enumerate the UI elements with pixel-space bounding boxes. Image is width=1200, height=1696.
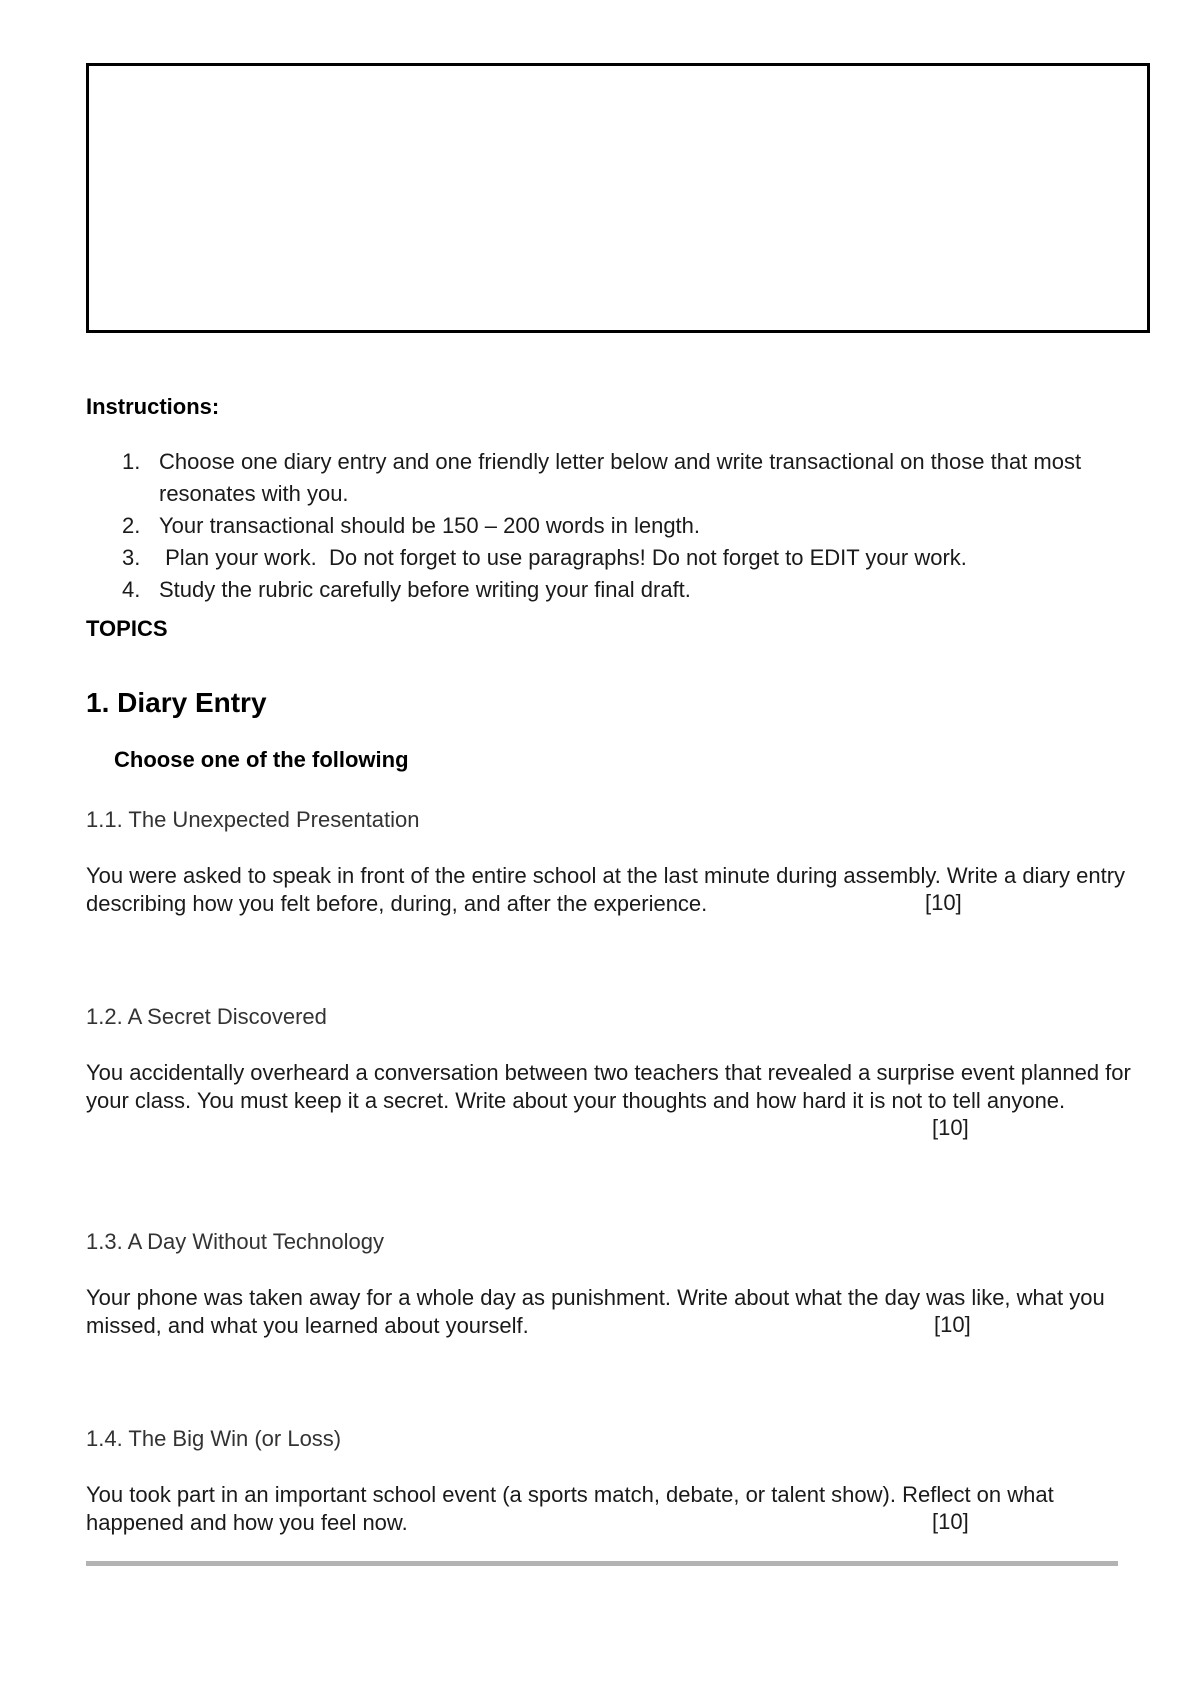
topic-title: 1.1. The Unexpected Presentation <box>86 807 420 832</box>
marks-label: [10] <box>932 1115 969 1140</box>
list-item <box>86 542 1136 574</box>
list-item-number: 4. <box>122 577 141 602</box>
list-item-text: Your transactional should be 150 – 200 words in length. <box>159 513 701 538</box>
topic-body: Your phone was taken away for a whole day as punishment. Write about what the day was like, what you missed, and what you learned about yourself. <box>86 1285 1105 1338</box>
header-box <box>86 63 1150 333</box>
topic-title: 1.2. A Secret Discovered <box>86 1004 327 1029</box>
marks-label: [10] <box>932 1509 969 1534</box>
instructions-label: Instructions: <box>86 394 220 419</box>
instructions-list <box>86 446 1136 606</box>
topic-body: You took part in an important school event (a sports match, debate, or talent show). Reflect on what happened and how you feel now. <box>86 1482 1054 1535</box>
topics-label: TOPICS <box>86 616 168 641</box>
section-heading: 1. Diary Entry <box>86 687 267 718</box>
list-item <box>86 446 1136 510</box>
marks-label: [10] <box>934 1312 971 1337</box>
topic-body: You accidentally overheard a conversation between two teachers that revealed a surprise event planned for your class. You must keep it a secret. Write about your thoughts and how hard it is not to tell anyone. <box>86 1060 1131 1113</box>
horizontal-rule <box>86 1561 1118 1566</box>
list-item-text: Choose one diary entry and one friendly letter below and write transactional on those that most resonates with you. <box>159 449 1082 506</box>
choose-instruction: Choose one of the following <box>114 747 409 772</box>
topic-title: 1.3. A Day Without Technology <box>86 1229 384 1254</box>
list-item <box>86 510 1136 542</box>
list-item-number: 1. <box>122 449 141 474</box>
list-item-number: 3. <box>122 545 141 570</box>
list-item <box>86 574 1136 606</box>
list-item-text: Study the rubric carefully before writing your final draft. <box>159 577 691 602</box>
marks-label: [10] <box>925 890 962 915</box>
topic-body: You were asked to speak in front of the entire school at the last minute during assembly. Write a diary entry describing how you felt before, during, and after the experience. <box>86 863 1126 916</box>
list-item-text: Plan your work. Do not forget to use paragraphs! Do not forget to EDIT your work. <box>159 545 967 570</box>
list-item-number: 2. <box>122 513 141 538</box>
topic-title: 1.4. The Big Win (or Loss) <box>86 1426 342 1451</box>
